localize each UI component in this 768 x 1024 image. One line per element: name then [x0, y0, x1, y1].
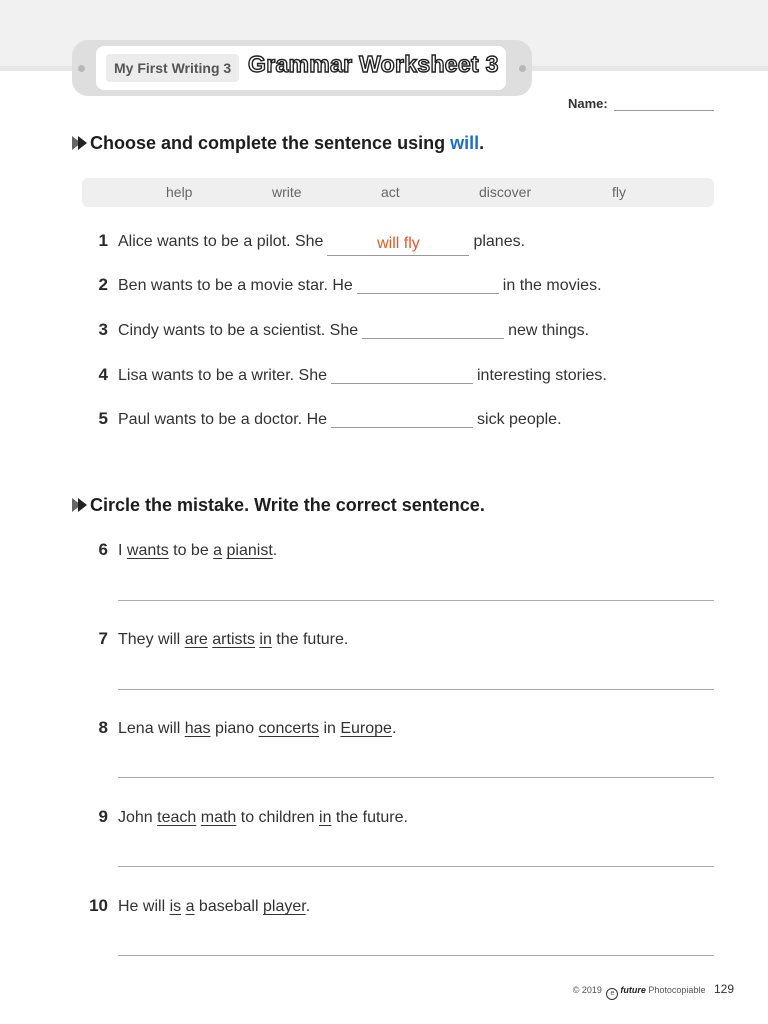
underlined-word[interactable]: in: [259, 631, 272, 648]
question-number: 10: [89, 896, 108, 915]
answer-blank[interactable]: [331, 365, 473, 384]
question-9: 9 John teach math to children in the future.: [88, 807, 408, 831]
question-number: 3: [98, 320, 108, 339]
question-number: 1: [98, 231, 108, 250]
word-bank-item: discover: [479, 184, 532, 200]
question-number: 6: [98, 540, 108, 559]
correct-sentence-line[interactable]: [118, 955, 714, 956]
play-arrow-icon: [72, 136, 88, 150]
name-field[interactable]: [614, 110, 714, 111]
correct-sentence-line[interactable]: [118, 600, 714, 601]
photocopiable-label: Photocopiable: [648, 985, 706, 995]
underlined-word[interactable]: pianist: [226, 542, 273, 559]
underlined-word[interactable]: are: [184, 631, 208, 648]
worksheet-header: [72, 40, 532, 96]
word-bank: [82, 178, 714, 207]
keyword-will: will: [450, 133, 480, 153]
page-number: 129: [713, 982, 734, 996]
underlined-word[interactable]: Europe: [340, 720, 392, 737]
question-number: 8: [98, 718, 108, 737]
answer-blank[interactable]: [362, 320, 504, 339]
answer-blank[interactable]: [331, 409, 473, 428]
copyright-text: © 2019: [572, 985, 602, 995]
decor-dot-right: [519, 65, 526, 72]
question-1: 1 Alice wants to be a pilot. She will fly planes.: [88, 231, 525, 255]
correct-sentence-line[interactable]: [118, 866, 714, 867]
question-3: 3 Cindy wants to be a scientist. She new things.: [88, 320, 589, 344]
underlined-word[interactable]: player: [262, 898, 306, 915]
section1-instruction: Choose and complete the sentence using will.: [72, 133, 484, 154]
word-bank-item: act: [381, 184, 400, 200]
play-arrow-icon: [72, 498, 88, 512]
underlined-word[interactable]: a: [213, 542, 223, 559]
question-7: 7 They will are artists in the future.: [88, 629, 348, 653]
page-footer: [573, 982, 734, 1000]
section2-instruction: Circle the mistake. Write the correct sentence.: [72, 495, 485, 516]
answer-blank[interactable]: [357, 275, 499, 294]
underlined-word[interactable]: a: [185, 898, 195, 915]
correct-sentence-line[interactable]: [118, 689, 714, 690]
underlined-word[interactable]: wants: [126, 542, 169, 559]
underlined-word[interactable]: teach: [157, 809, 197, 826]
question-number: 7: [98, 629, 108, 648]
header-label-box: [96, 46, 506, 90]
word-bank-item: help: [166, 184, 193, 200]
question-10: 10 He will is a baseball player.: [89, 896, 311, 915]
brand-name: future: [620, 985, 646, 995]
series-label: My First Writing 3: [106, 54, 239, 82]
worksheet-title: Grammar Worksheet 3: [248, 51, 499, 77]
question-5: 5 Paul wants to be a doctor. He sick people.: [88, 409, 562, 433]
decor-dot-left: [78, 65, 85, 72]
question-8: 8 Lena will has piano concerts in Europe.: [88, 718, 396, 742]
underlined-word[interactable]: in: [319, 809, 332, 826]
question-number: 5: [98, 409, 108, 428]
question-6: 6 I wants to be a pianist.: [88, 540, 277, 564]
word-bank-item: write: [272, 184, 302, 200]
underlined-word[interactable]: has: [184, 720, 211, 737]
sample-answer: will fly: [377, 235, 420, 252]
question-number: 4: [98, 365, 108, 384]
name-label: Name:: [568, 96, 608, 111]
question-number: 9: [98, 807, 108, 826]
e-future-logo-icon: e: [606, 988, 618, 1000]
underlined-word[interactable]: math: [200, 809, 237, 826]
correct-sentence-line[interactable]: [118, 777, 714, 778]
question-2: 2 Ben wants to be a movie star. He in the movies.: [88, 275, 602, 299]
question-number: 2: [98, 275, 108, 294]
underlined-word[interactable]: is: [169, 898, 182, 915]
underlined-word[interactable]: artists: [212, 631, 255, 648]
underlined-word[interactable]: concerts: [258, 720, 320, 737]
question-4: 4 Lisa wants to be a writer. She interesting stories.: [88, 365, 607, 389]
word-bank-item: fly: [612, 184, 626, 200]
answer-blank[interactable]: [327, 237, 469, 256]
